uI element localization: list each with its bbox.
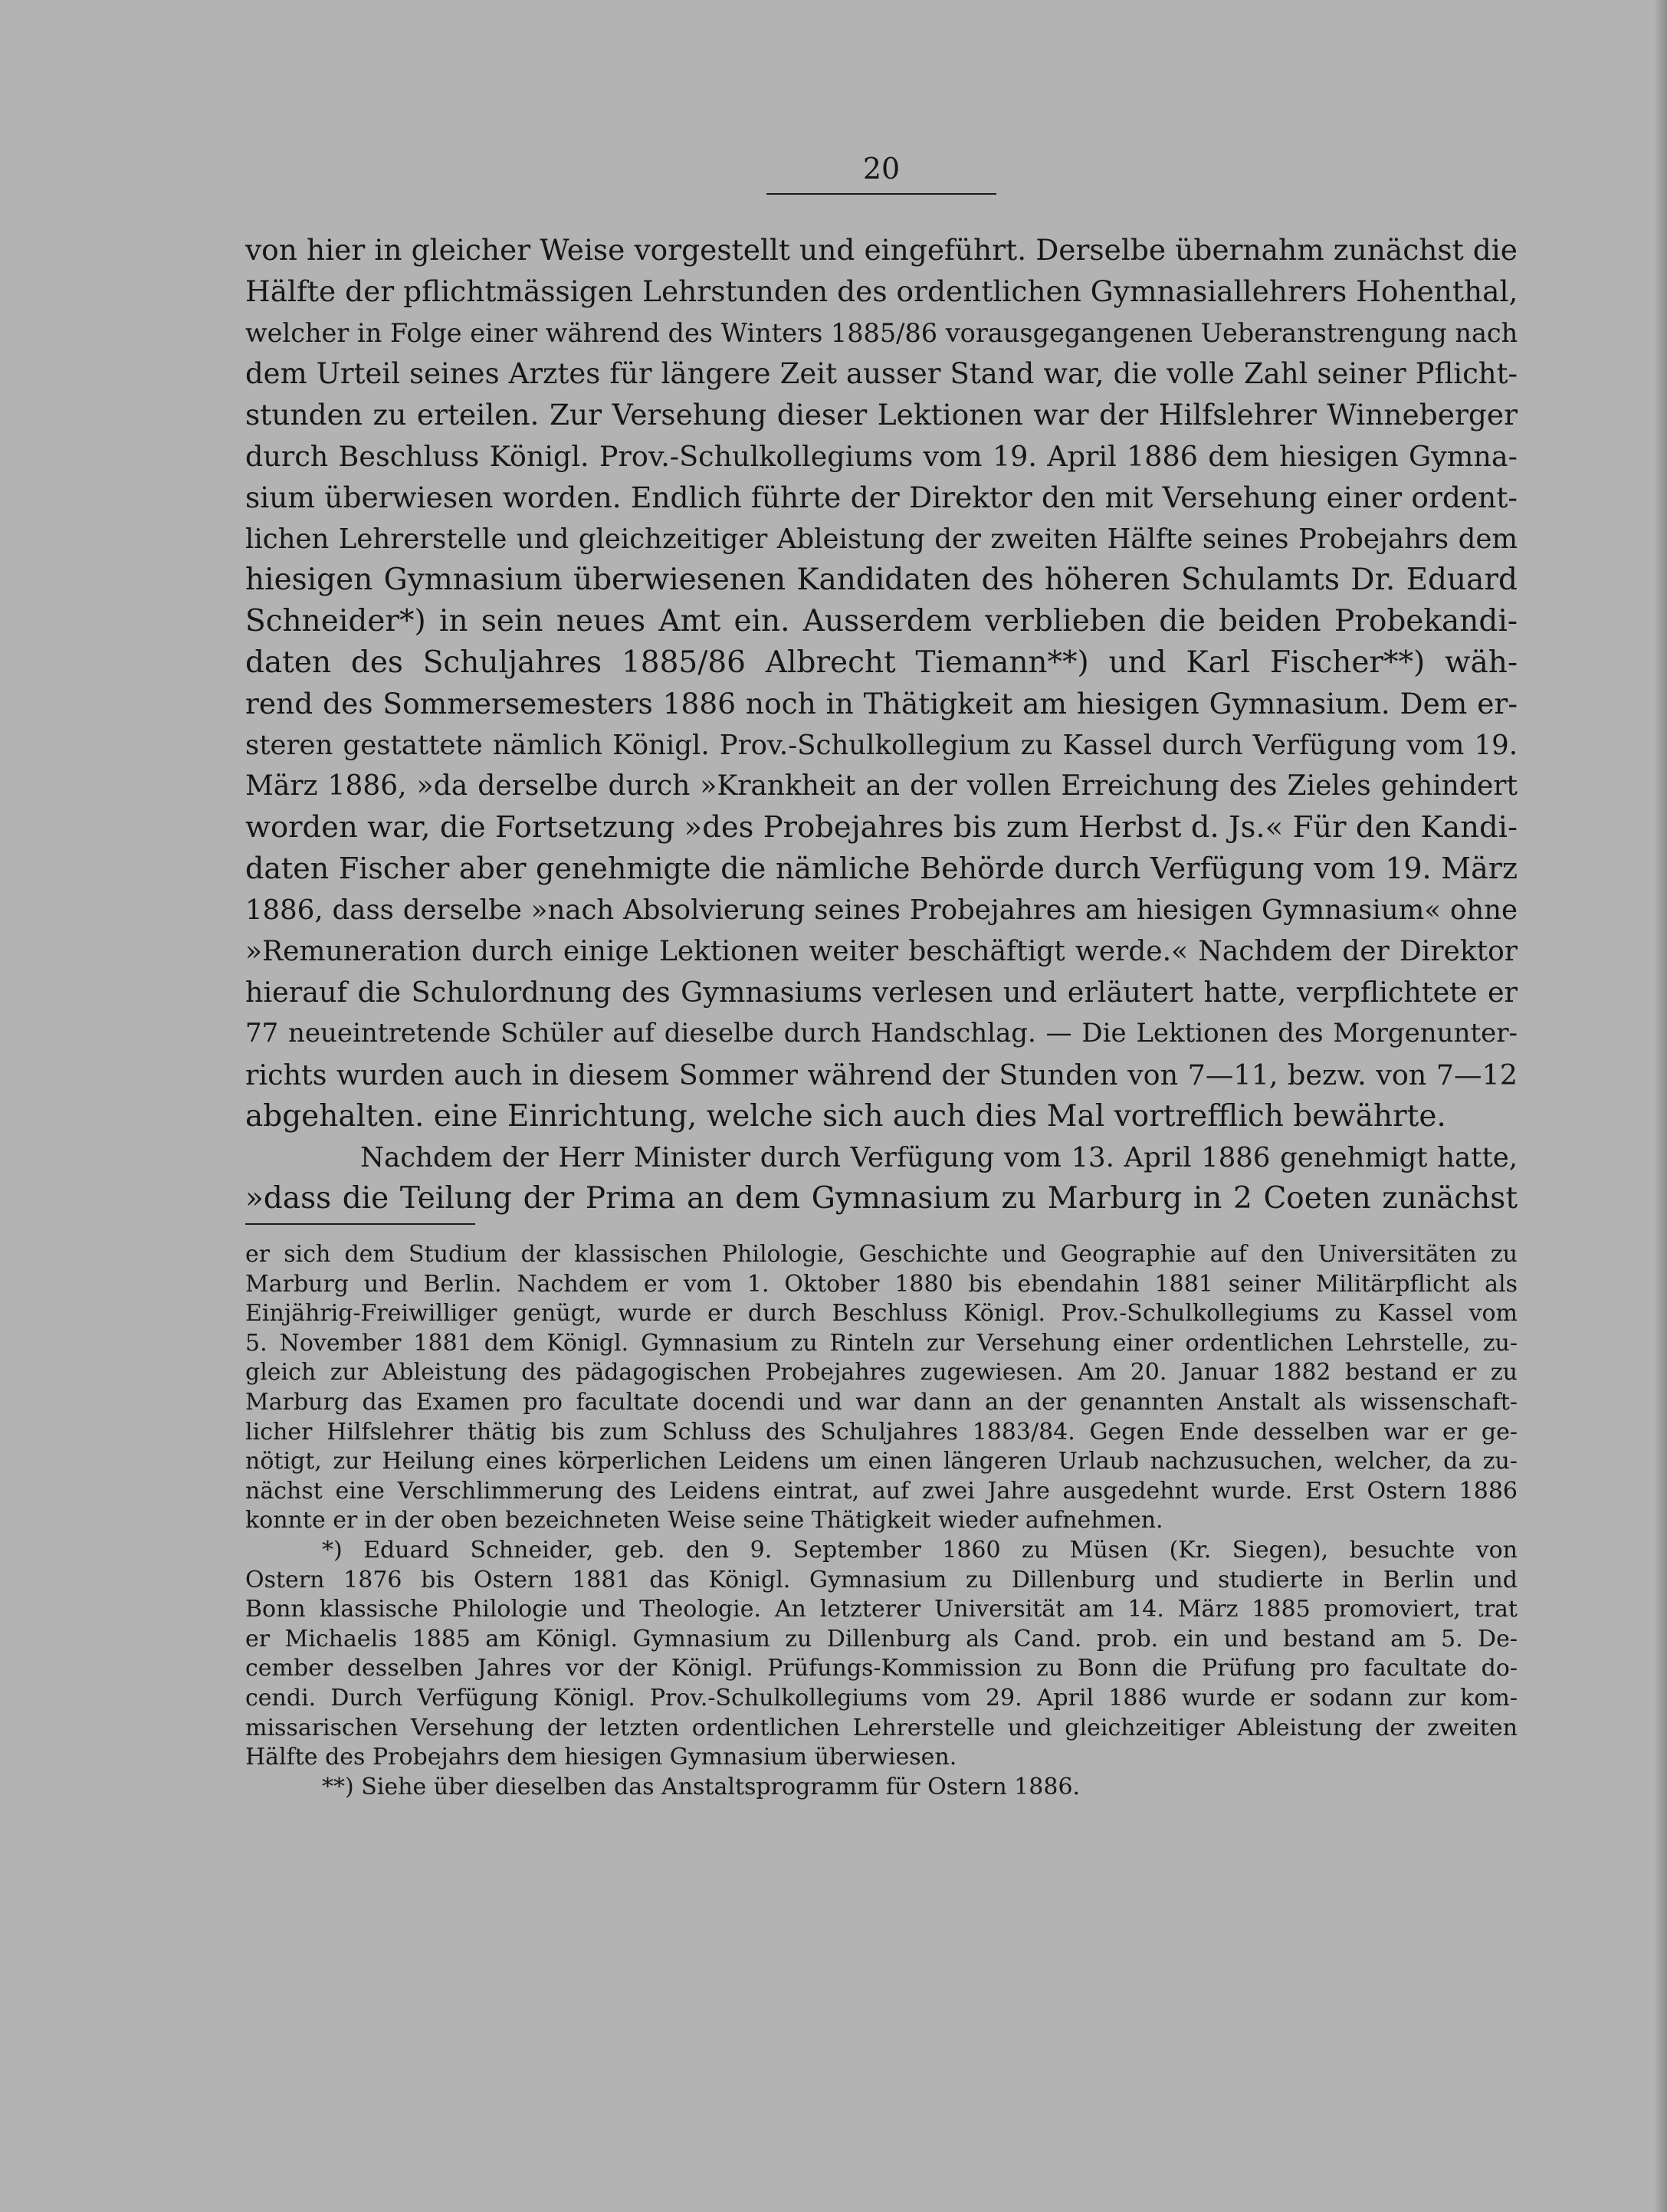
- footnote-line: 5. November 1881 dem Königl. Gymnasium zu Rinteln zur Versehung einer ordentlichen Lehrstelle, zu-: [245, 1329, 1518, 1357]
- text-line: durch Beschluss Königl. Prov.-Schulkollegiums vom 19. April 1886 dem hiesigen Gymna-: [245, 439, 1518, 473]
- scan-edge-shadow: [1653, 0, 1667, 2212]
- footnote-line: *) Eduard Schneider, geb. den 9. September 1860 zu Müsen (Kr. Siegen), besuchte von: [322, 1536, 1518, 1564]
- text-line: daten Fischer aber genehmigte die nämliche Behörde durch Verfügung vom 19. März: [245, 851, 1518, 885]
- footnote-line: er Michaelis 1885 am Königl. Gymnasium zu Dillenburg als Cand. prob. ein und bestand am 5. De-: [245, 1625, 1518, 1652]
- footnote-line: Bonn klassische Philologie und Theologie. An letzterer Universität am 14. März 1885 promoviert, trat: [245, 1596, 1518, 1623]
- footnote-line: nächst eine Verschlimmerung des Leidens eintrat, auf zwei Jahre ausgedehnt wurde. Erst Ostern 1886: [245, 1477, 1518, 1505]
- footnote-line: Marburg das Examen pro facultate docendi und war dann an der genannten Anstalt als wissenschaft-: [245, 1388, 1518, 1416]
- header-rule: [766, 193, 996, 195]
- text-line: hiesigen Gymnasium überwiesenen Kandidaten des höheren Schulamts Dr. Eduard: [245, 563, 1518, 598]
- page-number: 20: [862, 152, 901, 185]
- footnote-rule: [245, 1223, 475, 1225]
- text-line: daten des Schuljahres 1885/86 Albrecht Tiemann**) und Karl Fischer**) wäh-: [245, 645, 1518, 680]
- text-line: worden war, die Fortsetzung »des Probejahres bis zum Herbst d. Js.« Für den Kandi-: [245, 810, 1518, 845]
- footnote-line: er sich dem Studium der klassischen Philologie, Geschichte und Geographie auf den Universitäten zu: [245, 1241, 1518, 1268]
- text-line: abgehalten. eine Einrichtung, welche sich auch dies Mal vortrefflich bewährte.: [245, 1098, 1446, 1134]
- footnote-line: Einjährig-Freiwilliger genügt, wurde er durch Beschluss Königl. Prov.-Schulkollegiums zu Kassel vom: [245, 1300, 1518, 1328]
- text-line: Schneider*) in sein neues Amt ein. Ausserdem verblieben die beiden Probekandi-: [245, 604, 1518, 639]
- text-line: Hälfte der pflichtmässigen Lehrstunden des ordentlichen Gymnasiallehrers Hohenthal,: [245, 274, 1518, 308]
- footnote-line: missarischen Versehung der letzten ordentlichen Lehrerstelle und gleichzeitiger Ableistung der zweiten: [245, 1714, 1518, 1741]
- text-line: »dass die Teilung der Prima an dem Gymnasium zu Marburg in 2 Coeten zunächst: [245, 1181, 1518, 1216]
- text-line: welcher in Folge einer während des Winters 1885/86 vorausgegangenen Ueberanstrengung nach: [245, 317, 1518, 348]
- text-line: stunden zu erteilen. Zur Versehung dieser Lektionen war der Hilfslehrer Winneberger: [245, 398, 1518, 432]
- footnote-line: cendi. Durch Verfügung Königl. Prov.-Schulkollegiums vom 29. April 1886 wurde er sodann zur kom-: [245, 1684, 1518, 1712]
- footnote-line: cember desselben Jahres vor der Königl. Prüfungs-Kommission zu Bonn die Prüfung pro facultate do-: [245, 1655, 1518, 1682]
- text-line: lichen Lehrerstelle und gleichzeitiger Ableistung der zweiten Hälfte seines Probejahrs dem: [245, 523, 1518, 555]
- footnote-line: konnte er in der oben bezeichneten Weise seine Thätigkeit wieder aufnehmen.: [245, 1507, 1163, 1534]
- text-line: 77 neueintretende Schüler auf dieselbe durch Handschlag. — Die Lektionen des Morgenunter-: [245, 1018, 1518, 1049]
- footnote-line: Hälfte des Probejahrs dem hiesigen Gymnasium überwiesen.: [245, 1744, 957, 1771]
- text-line: hierauf die Schulordnung des Gymnasiums verlesen und erläutert hatte, verpflichtete er: [245, 976, 1518, 1009]
- footnote-line: licher Hilfslehrer thätig bis zum Schluss des Schuljahres 1883/84. Gegen Ende desselben war er ge-: [245, 1418, 1518, 1446]
- text-line: richts wurden auch in diesem Sommer während der Stunden von 7—11, bezw. von 7—12: [245, 1058, 1518, 1091]
- text-line: von hier in gleicher Weise vorgestellt und eingeführt. Derselbe übernahm zunächst die: [245, 233, 1518, 267]
- text-line: sium überwiesen worden. Endlich führte der Direktor den mit Versehung einer ordent-: [245, 480, 1518, 514]
- footnotes: [245, 1240, 1518, 1802]
- footnote-line: nötigt, zur Heilung eines körperlichen Leidens um einen längeren Urlaub nachzusuchen, welcher, da zu-: [245, 1448, 1518, 1475]
- text-line: März 1886, »da derselbe durch »Krankheit an der vollen Erreichung des Zieles gehindert: [245, 770, 1518, 802]
- footnote-line: Ostern 1876 bis Ostern 1881 das Königl. Gymnasium zu Dillenburg und studierte in Berlin und: [245, 1566, 1518, 1593]
- text-line: steren gestattete nämlich Königl. Prov.-Schulkollegium zu Kassel durch Verfügung vom 19.: [245, 729, 1518, 761]
- text-line: 1886, dass derselbe »nach Absolvierung seines Probejahres am hiesigen Gymnasium« ohne: [245, 894, 1518, 926]
- text-line: dem Urteil seines Arztes für längere Zeit ausser Stand war, die volle Zahl seiner Pflicht-: [245, 357, 1518, 391]
- footnote-line: Marburg und Berlin. Nachdem er vom 1. Oktober 1880 bis ebendahin 1881 seiner Militärpflicht als: [245, 1270, 1518, 1298]
- text-line: Nachdem der Herr Minister durch Verfügung vom 13. April 1886 genehmigt hatte,: [360, 1141, 1518, 1173]
- text-line: rend des Sommersemesters 1886 noch in Thätigkeit am hiesigen Gymnasium. Dem er-: [245, 686, 1518, 720]
- text-line: »Remuneration durch einige Lektionen weiter beschäftigt werde.« Nachdem der Direktor: [245, 935, 1518, 967]
- footnote-line: gleich zur Ableistung des pädagogischen Probejahres zugewiesen. Am 20. Januar 1882 bestand er zu: [245, 1359, 1518, 1387]
- footnote-line: **) Siehe über dieselben das Anstaltsprogramm für Ostern 1886.: [322, 1773, 1081, 1800]
- main-body-text: [245, 230, 1518, 1219]
